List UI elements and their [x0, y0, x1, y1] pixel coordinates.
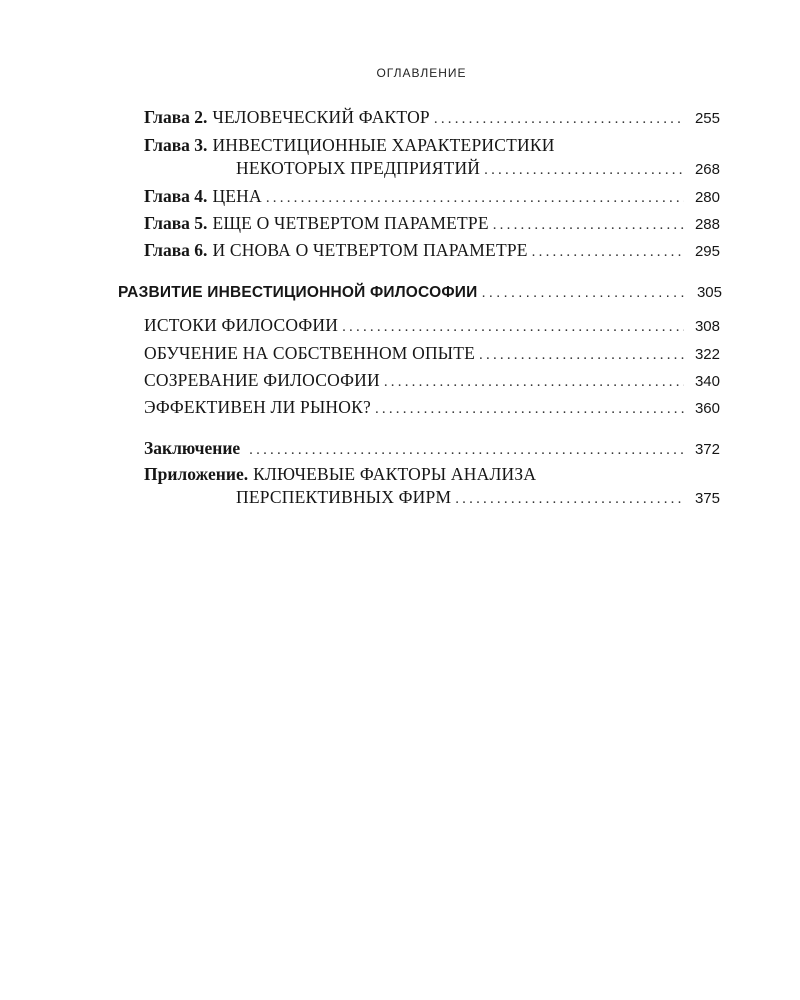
chapter-title-continued: НЕКОТОРЫХ ПРЕДПРИЯТИЙ — [236, 158, 481, 178]
dot-leader — [532, 241, 684, 263]
page-number: 268 — [694, 161, 720, 178]
toc-entry-section[interactable] — [144, 369, 720, 393]
chapter-label: Глава 2. — [144, 107, 208, 127]
chapter-label: Глава 6. — [144, 240, 208, 260]
toc-entry-appendix[interactable] — [144, 463, 720, 485]
page-number: 308 — [694, 318, 720, 335]
page-number: 288 — [694, 216, 720, 233]
dot-leader — [434, 108, 684, 130]
page-number: 322 — [694, 346, 720, 363]
chapter-label: Глава 3. — [144, 135, 208, 155]
dot-leader — [493, 214, 684, 236]
chapter-title: ЦЕНА — [212, 186, 262, 206]
dot-leader — [342, 316, 684, 338]
section-title: ИСТОКИ ФИЛОСОФИИ — [144, 315, 339, 335]
conclusion-label: Заключение — [144, 438, 241, 458]
page-number: 372 — [694, 441, 720, 458]
appendix-title-continued: ПЕРСПЕКТИВНЫХ ФИРМ — [236, 487, 452, 507]
chapter-title: И СНОВА О ЧЕТВЕРТОМ ПАРАМЕТРЕ — [212, 240, 528, 260]
toc-entry-chapter-4[interactable] — [144, 185, 720, 209]
dot-leader — [249, 439, 684, 461]
appendix-title: КЛЮЧЕВЫЕ ФАКТОРЫ АНАЛИЗА — [253, 464, 537, 484]
dot-leader — [455, 488, 684, 510]
part-title: РАЗВИТИЕ ИНВЕСТИЦИОННОЙ ФИЛОСОФИИ — [118, 284, 478, 301]
chapter-label: Глава 5. — [144, 213, 208, 233]
section-title: ЭФФЕКТИВЕН ЛИ РЫНОК? — [144, 397, 371, 417]
dot-leader — [479, 344, 684, 366]
toc-entry-chapter-6[interactable] — [144, 239, 720, 263]
chapter-title: ИНВЕСТИЦИОННЫЕ ХАРАКТЕРИСТИКИ — [212, 135, 555, 155]
appendix-label: Приложение. — [144, 464, 249, 484]
running-head: ОГЛАВЛЕНИЕ — [376, 66, 467, 80]
section-title: СОЗРЕВАНИЕ ФИЛОСОФИИ — [144, 370, 380, 390]
toc-entry-part[interactable] — [118, 282, 722, 304]
dot-leader — [484, 159, 684, 181]
toc-entry-appendix-continued[interactable] — [236, 486, 720, 510]
toc-entry-section[interactable] — [144, 314, 720, 338]
page-number: 360 — [694, 400, 720, 417]
page-number: 255 — [694, 110, 720, 127]
toc-entry-conclusion[interactable] — [144, 437, 720, 461]
page-number: 340 — [694, 373, 720, 390]
chapter-label: Глава 4. — [144, 186, 208, 206]
toc-entry-section[interactable] — [144, 342, 720, 366]
dot-leader — [481, 282, 686, 304]
dot-leader — [384, 371, 684, 393]
dot-leader — [266, 187, 684, 209]
toc-entry-chapter-3[interactable] — [144, 134, 720, 156]
chapter-title: ЧЕЛОВЕЧЕСКИЙ ФАКТОР — [212, 107, 430, 127]
section-title: ОБУЧЕНИЕ НА СОБСТВЕННОМ ОПЫТЕ — [144, 343, 476, 363]
page-number: 305 — [696, 284, 722, 301]
page-number: 280 — [694, 189, 720, 206]
page-number: 295 — [694, 243, 720, 260]
toc-entry-section[interactable] — [144, 396, 720, 420]
toc-entry-chapter-2[interactable] — [144, 106, 720, 130]
toc-entry-chapter-3-continued[interactable] — [236, 157, 720, 181]
chapter-title: ЕЩЕ О ЧЕТВЕРТОМ ПАРАМЕТРЕ — [212, 213, 489, 233]
page-number: 375 — [694, 490, 720, 507]
dot-leader — [375, 398, 684, 420]
toc-entry-chapter-5[interactable] — [144, 212, 720, 236]
